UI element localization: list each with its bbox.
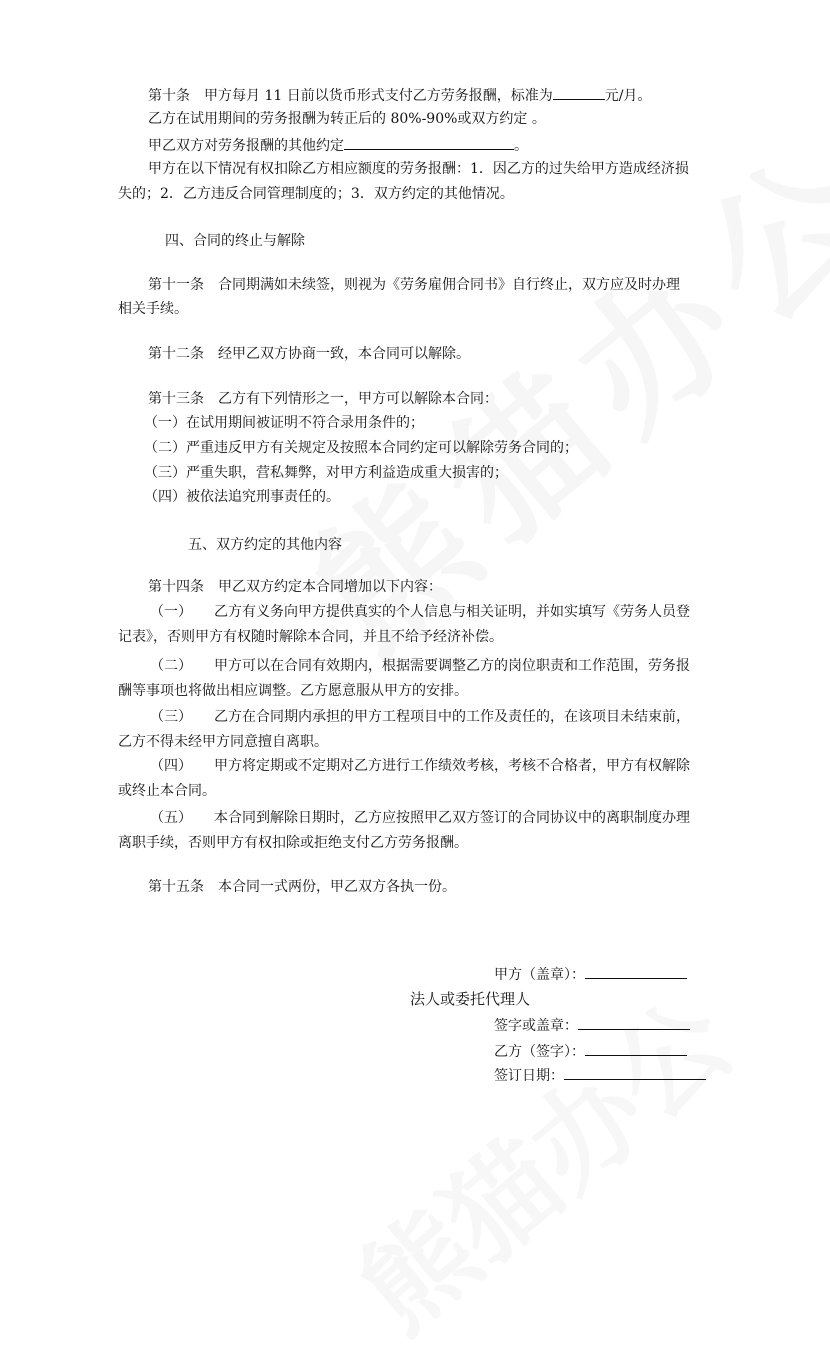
item-number: （一） (150, 604, 192, 620)
article-14-item-2-line-1 (150, 656, 690, 676)
section-5-title: 五、双方约定的其他内容 (188, 537, 342, 553)
article-14-item-1-line-2: 记表》，否则甲方有权随时解除本合同，并且不给予经济补偿。 (118, 629, 503, 645)
article-10-line-2: 乙方在试用期间的劳务报酬为转正后的 80%-90%或双方约定 。 (148, 111, 546, 127)
item-number: （三） (150, 709, 192, 725)
sign-or-seal-label: 签字或盖章： (494, 1018, 578, 1034)
article-14-item-2-line-2: 酬等事项也将做出相应调整。乙方愿意服从甲方的安排。 (118, 683, 468, 699)
article-11-line-2: 相关手续。 (118, 301, 188, 317)
item-text: 本合同到解除日期时，乙方应按照甲乙双方签订的合同协议中的离职制度办理 (214, 810, 690, 826)
article-13-item: （一）在试用期间被证明不符合录用条件的； (144, 415, 424, 431)
article-10-text: 第十条 甲方每月 11 日前以货币形式支付乙方劳务报酬，标准为 (148, 88, 553, 104)
item-text: 甲方可以在合同有效期内，根据需要调整乙方的岗位职责和工作范围，劳务报 (214, 658, 690, 674)
item-number: （四） (150, 758, 192, 774)
article-14-item-4-line-2: 或终止本合同。 (118, 783, 216, 799)
party-a-label: 甲方（盖章）： (494, 967, 585, 983)
other-agreement-blank (344, 134, 514, 150)
article-13-item: （四）被依法追究刑事责任的。 (144, 489, 340, 505)
sign-date-line (494, 1064, 706, 1086)
item-text: 乙方有义务向甲方提供真实的个人信息与相关证明，并如实填写《劳务人员登 (214, 604, 690, 620)
article-10-period: 。 (514, 138, 528, 154)
item-number: （五） (150, 810, 192, 826)
party-b-sign-line (494, 1040, 687, 1062)
article-14-item-4-line-1 (150, 756, 690, 776)
legal-representative-label: 法人或委托代理人 (410, 990, 531, 1008)
article-13-item: （三）严重失职，营私舞弊，对甲方利益造成重大损害的； (144, 465, 508, 481)
party-b-sign-blank (585, 1040, 687, 1056)
sign-or-seal-line (494, 1014, 690, 1036)
item-number: （二） (150, 658, 192, 674)
article-10-line-1 (148, 84, 651, 106)
article-12: 第十二条 经甲乙双方协商一致，本合同可以解除。 (148, 346, 470, 362)
salary-blank (553, 84, 605, 100)
item-text: 甲方将定期或不定期对乙方进行工作绩效考核，考核不合格者，甲方有权解除 (214, 758, 690, 774)
article-13-line-1: 第十三条 乙方有下列情形之一，甲方可以解除本合同： (148, 391, 498, 407)
article-10-line-3 (148, 134, 528, 156)
article-13-item: （二）严重违反甲方有关规定及按照本合同约定可以解除劳务合同的； (144, 440, 578, 456)
item-text: 乙方在合同期内承担的甲方工程项目中的工作及责任的，在该项目未结束前， (214, 709, 690, 725)
section-4-title: 四、合同的终止与解除 (165, 233, 305, 249)
article-14-item-3-line-2: 乙方不得未经甲方同意擅自离职。 (118, 734, 328, 750)
article-15: 第十五条 本合同一式两份，甲乙双方各执一份。 (148, 879, 456, 895)
article-14-item-1-line-1 (150, 602, 690, 622)
sign-or-seal-blank (578, 1014, 690, 1030)
sign-date-blank (564, 1064, 706, 1080)
article-10-unit: 元/月。 (604, 88, 652, 104)
article-14-item-3-line-1 (150, 707, 690, 727)
party-a-seal-blank (585, 963, 687, 979)
article-10-line-4: 甲方在以下情况有权扣除乙方相应额度的劳务报酬：1．因乙方的过失给甲方造成经济损 (148, 161, 689, 177)
sign-date-label: 签订日期： (494, 1068, 564, 1084)
article-14-item-5-line-2: 离职手续，否则甲方有权扣除或拒绝支付乙方劳务报酬。 (118, 835, 468, 851)
article-14-line-1: 第十四条 甲乙双方约定本合同增加以下内容： (148, 579, 442, 595)
article-11-line-1: 第十一条 合同期满如未续签，则视为《劳务雇佣合同书》自行终止，双方应及时办理 (148, 277, 680, 293)
article-10-line-5: 失的；2．乙方违反合同管理制度的；3．双方约定的其他情况。 (118, 186, 514, 202)
article-10-other-text: 甲乙双方对劳务报酬的其他约定 (148, 138, 344, 154)
party-a-seal-line (494, 963, 687, 985)
article-14-item-5-line-1 (150, 808, 690, 828)
party-b-label: 乙方（签字）： (494, 1044, 585, 1060)
